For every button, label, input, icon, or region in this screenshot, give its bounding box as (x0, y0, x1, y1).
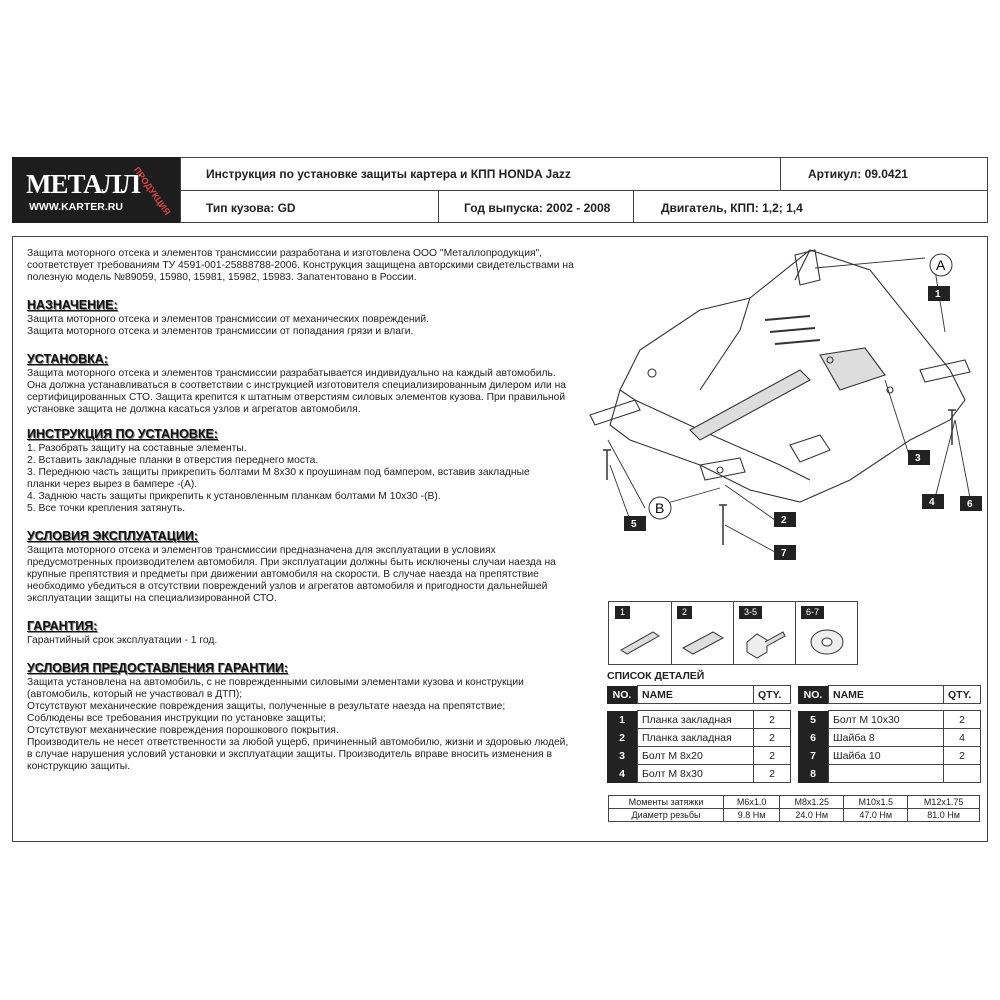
section-line: Защита установлена на автомобиль, с не поврежденными силовыми элементами кузова и конструкции (27, 677, 524, 688)
torque-cell: М8х1.25 (780, 796, 844, 809)
part-name (829, 765, 944, 783)
header-divider (180, 157, 181, 223)
section-title: ГАРАНТИЯ: (27, 619, 98, 633)
section-line: Защита моторного отсека и элементов трансмиссии от попадания грязи и влаги. (27, 326, 414, 337)
col-name: NAME (638, 686, 754, 704)
logo-url: WWW.KARTER.RU (29, 201, 123, 213)
section-line: планки через вырез в бампере -(А). (27, 479, 198, 490)
table-row (798, 729, 981, 747)
skid-plate-diagram (580, 240, 985, 580)
torque-cell: Моменты затяжки (609, 796, 724, 809)
part-icon-cell (609, 602, 672, 664)
callout-4: 4 (929, 497, 935, 508)
plate-icon (617, 624, 663, 658)
plate-icon (679, 624, 725, 658)
leader-line (725, 525, 775, 552)
plate-slot (690, 370, 810, 440)
logo (12, 157, 180, 223)
leader-line (885, 380, 910, 458)
col-no: NO. (607, 686, 638, 704)
part-qty: 4 (944, 729, 981, 747)
logo-sub-text: ПРОДУКЦИЯ (131, 165, 173, 217)
part-icon-cell (795, 602, 857, 664)
part-qty (944, 765, 981, 783)
intro-paragraph: Защита моторного отсека и элементов трансмиссии разработана и изготовлена ООО "Металлопродукция", соответствует требованиям ТУ 4591-001-25888788-2006. Конструкция защищена авторскими свидетельствами на полезную модель №89059, 15980, 15981, 15982, 15983. Запатентовано в России. (27, 248, 574, 283)
label-a: A (936, 257, 946, 273)
table-row (607, 747, 791, 765)
part-no: 8 (798, 765, 829, 783)
article-number: Артикул: 09.0421 (808, 167, 908, 181)
parts-table-right (798, 685, 981, 783)
part-icon-label: 3-5 (739, 606, 762, 619)
callout-5: 5 (631, 519, 637, 530)
section-line: Отсутствуют механические повреждения защиты, полученные в результате наезда на препятствие; (27, 701, 506, 712)
section-title: ИНСТРУКЦИЯ ПО УСТАНОВКЕ: (27, 427, 218, 441)
bolt-icon (948, 410, 956, 445)
section-warranty (27, 617, 583, 647)
bolt-icon (741, 620, 787, 660)
table-row (607, 729, 791, 747)
section-line: конструкцию защиты. (27, 761, 131, 772)
section-line: необходимо убедиться в отсутствии повреждений узлов и агрегатов автомобиля и пригодности дальнейшей (27, 581, 548, 592)
part-no: 2 (607, 729, 638, 747)
part-no: 3 (607, 747, 638, 765)
section-line: Отсутствуют механические повреждения порошкового покрытия. (27, 725, 339, 736)
part-qty: 2 (754, 729, 791, 747)
section-line: сертифицированных СТО. Защита крепится к штатным отверстиям силовых элементов кузова. При правильной (27, 392, 566, 403)
col-qty: QTY. (944, 686, 981, 704)
section-line: (автомобиль, который не участвовал в ДТП); (27, 689, 243, 700)
callout-1: 1 (935, 289, 941, 300)
table-row (798, 765, 981, 783)
section-line: 3. Переднюю часть защиты прикрепить болтами М 8х30 к проушинам под бампером, вставив закладные (27, 467, 530, 478)
header-divider (438, 190, 439, 223)
part-icon-label: 2 (677, 606, 692, 619)
section-line: Соблюдены все требования инструкции по установке защиты; (27, 713, 326, 724)
part-name: Планка закладная (638, 729, 754, 747)
engine-gearbox: Двигатель, КПП: 1,2; 1,4 (661, 201, 803, 215)
body-type: Тип кузова: GD (206, 201, 296, 215)
parts-table-left (607, 685, 791, 783)
table-header (607, 686, 791, 704)
torque-cell: М6х1.0 (724, 796, 780, 809)
section-installation (27, 350, 583, 416)
plate-pad (820, 348, 885, 390)
section-line: в случае нарушения условий установки и эксплуатации защиты. Производитель вправе вносить изменения в (27, 749, 552, 760)
leader-line (815, 258, 945, 332)
torque-cell: М12х1.75 (908, 796, 980, 809)
section-line: Производитель не несет ответственности за любой ущерб, причиненный автомобилю, жизни и здоровью людей, (27, 737, 569, 748)
leader-line (610, 465, 630, 520)
part-name: Болт М 8х20 (638, 747, 754, 765)
section-title: НАЗНАЧЕНИЕ: (27, 298, 118, 312)
torque-cell: 47.0 Нм (844, 809, 908, 822)
part-icon-label: 6-7 (801, 606, 824, 619)
part-icon-label: 1 (615, 606, 630, 619)
section-line: Защита моторного отсека и элементов трансмиссии предназначена для эксплуатации в условиях (27, 545, 496, 556)
col-no: NO. (798, 686, 829, 704)
logo-main-text: МЕТАЛЛ (26, 169, 140, 199)
table-row (798, 747, 981, 765)
section-line: 1. Разобрать защиту на составные элементы. (27, 443, 247, 454)
torque-cell: Диаметр резьбы (609, 809, 724, 822)
plate-hole (790, 435, 830, 462)
part-qty: 2 (754, 711, 791, 729)
table-row (607, 765, 791, 783)
section-line: 2. Вставить закладные планки в отверстия переднего моста. (27, 455, 319, 466)
part-no: 7 (798, 747, 829, 765)
table-row (609, 796, 980, 809)
callout-6: 6 (967, 499, 973, 510)
section-purpose (27, 296, 583, 338)
doc-title: Инструкция по установке защиты картера и КПП HONDA Jazz (206, 167, 571, 181)
bracket-front (590, 400, 640, 425)
section-operation (27, 527, 583, 605)
washer-icon (805, 622, 849, 660)
label-b: B (655, 500, 665, 516)
section-title: УСЛОВИЯ ЭКСПЛУАТАЦИИ: (27, 529, 198, 543)
part-no: 1 (607, 711, 638, 729)
col-qty: QTY. (754, 686, 791, 704)
part-qty: 2 (754, 747, 791, 765)
bolt-icon (603, 450, 611, 480)
parts-list-title: СПИСОК ДЕТАЛЕЙ (607, 670, 705, 682)
section-line: предусмотренных производителем автомобиля. При эксплуатации должны быть исключены случаи наезда на (27, 557, 556, 568)
torque-table (608, 795, 980, 822)
header-divider (633, 190, 634, 223)
part-icon-cell (733, 602, 796, 664)
section-line: 5. Все точки крепления затянуть. (27, 503, 186, 514)
table-row (798, 711, 981, 729)
section-instructions (27, 425, 583, 515)
part-name: Шайба 10 (829, 747, 944, 765)
part-no: 5 (798, 711, 829, 729)
text-column (27, 248, 583, 773)
table-row (607, 711, 791, 729)
torque-cell: 9.8 Нм (724, 809, 780, 822)
torque-cell: 81.0 Нм (908, 809, 980, 822)
part-no: 4 (607, 765, 638, 783)
torque-cell: 24.0 Нм (780, 809, 844, 822)
part-icons (608, 601, 858, 665)
section-title: УСЛОВИЯ ПРЕДОСТАВЛЕНИЯ ГАРАНТИИ: (27, 661, 289, 675)
part-name: Планка закладная (638, 711, 754, 729)
part-qty: 2 (754, 765, 791, 783)
col-name: NAME (829, 686, 944, 704)
section-line: крупные препятствия и предметы при движении автомобиля на скорости. В случае наезда на препятствие (27, 569, 539, 580)
section-line: Защита моторного отсека и элементов трансмиссии разрабатывается индивидуально на каждый автомобиль. (27, 368, 556, 379)
part-name: Болт М 10х30 (829, 711, 944, 729)
part-name: Шайба 8 (829, 729, 944, 747)
part-no: 6 (798, 729, 829, 747)
callout-7: 7 (781, 548, 787, 559)
section-line: установке защита не должна касаться узлов и агрегатов автомобиля. (27, 404, 361, 415)
production-years: Год выпуска: 2002 - 2008 (464, 201, 611, 215)
callout-2: 2 (781, 515, 787, 526)
section-line: Гарантийный срок эксплуатации - 1 год. (27, 635, 218, 646)
section-line: Защита моторного отсека и элементов трансмиссии от механических повреждений. (27, 314, 429, 325)
part-qty: 2 (944, 711, 981, 729)
section-line: эксплуатации защиты на специализированной СТО. (27, 593, 277, 604)
plate-fold (620, 390, 810, 480)
part-icon-cell (671, 602, 734, 664)
header-divider (180, 190, 988, 191)
part-name: Болт М 8х30 (638, 765, 754, 783)
section-title: УСТАНОВКА: (27, 352, 108, 366)
vent-slots (765, 316, 820, 344)
table-header (798, 686, 981, 704)
torque-cell: М10х1.5 (844, 796, 908, 809)
section-line: Она должна устанавливаться в соответствии с инструкцией изготовителя специализированным дилером или на (27, 380, 567, 391)
section-warranty-conditions (27, 659, 583, 773)
callout-3: 3 (915, 453, 921, 464)
header-divider (780, 157, 781, 190)
part-qty: 2 (944, 747, 981, 765)
table-row (609, 809, 980, 822)
section-line: 4. Заднюю часть защиты прикрепить к установленным планкам болтами М 10х30 -(В). (27, 491, 441, 502)
